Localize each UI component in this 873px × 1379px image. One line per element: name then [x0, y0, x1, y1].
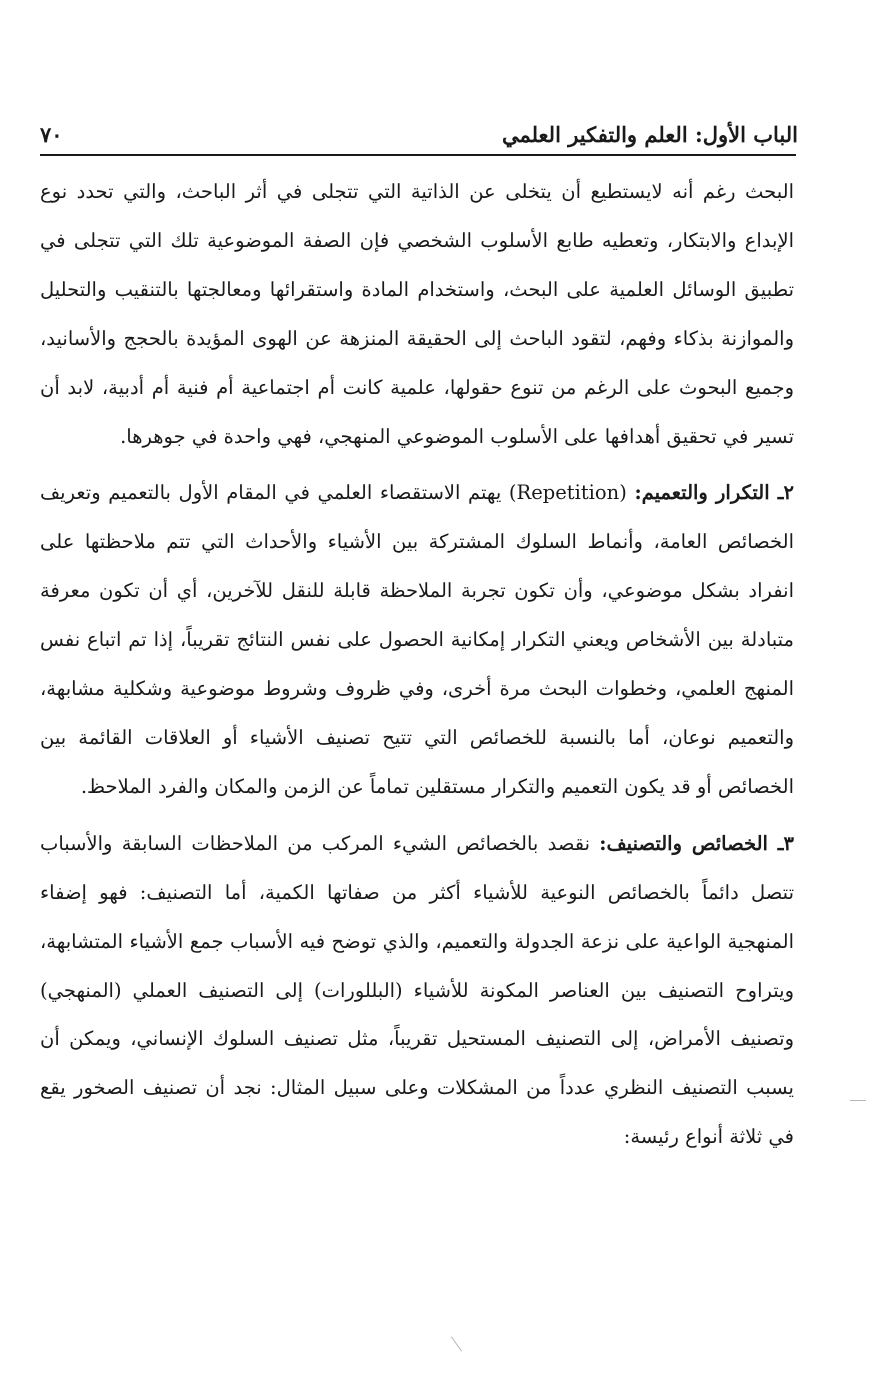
chapter-title: الباب الأول: العلم والتفكير العلمي [501, 122, 798, 147]
running-header [40, 118, 798, 158]
paragraph-objectivity [40, 168, 794, 461]
body-text [40, 168, 794, 1162]
paragraph-repetition [40, 469, 794, 811]
paragraph-heading: ٢ـ التكرار والتعميم: [634, 481, 794, 505]
scan-mark [451, 1336, 462, 1351]
paragraph-classification [40, 820, 794, 1162]
paragraph-text: نقصد بالخصائص الشيء المركب من الملاحظات السابقة والأسباب تتصل دائماً بالخصائص النوعية للأشياء أكثر من صفاتها الكمية، أما التصنيف: فهو إضفاء المنهجية الواعية على نزعة الجدولة والتعميم، والذي توضح فيه الأسباب جمع الأشياء المتشابهة، ويتراوح التصنيف بين العناصر المكونة للأشياء (البللورات) إلى التصنيف العملي (المنهجي) وتصنيف الأمراض، إلى التصنيف المستحيل تقريباً، مثل تصنيف السلوك الإنساني، ويمكن أن يسبب التصنيف النظري عدداً من المشكلات وعلى سبيل المثال: نجد أن تصنيف الصخور يقع في ثلاثة أنواع رئيسة: [40, 831, 794, 1149]
page-number: ٧٠ [40, 122, 63, 147]
paragraph-text: يهتم الاستقصاء العلمي في المقام الأول بالتعميم وتعريف الخصائص العامة، وأنماط السلوك المشتركة بين الأشياء والأحداث التي تتم ملاحظتها على انفراد بشكل موضوعي، وأن تكون تجربة الملاحظة قابلة للنقل للآخرين، أي أن تكون معرفة متبادلة بين الأشخاص ويعني التكرار إمكانية الحصول على نفس النتائج تقريباً، إذا تم اتباع نفس المنهج العلمي، وخطوات البحث مرة أخرى، وفي ظروف وشروط موضوعية وشكلية مشابهة، والتعميم نوعان، أما بالنسبة للخصائص التي تتيح تصنيف الأشياء أو العلاقات القائمة بين الخصائص أو قد يكون التعميم والتكرار مستقلين تماماً عن الزمن والمكان والفرد الملاحظ. [40, 481, 794, 798]
english-term: (Repetition) [508, 481, 627, 505]
paragraph-heading: ٣ـ الخصائص والتصنيف: [599, 831, 794, 855]
header-rule [40, 154, 796, 156]
scan-mark [850, 1100, 866, 1101]
paragraph-text: البحث رغم أنه لايستطيع أن يتخلى عن الذاتية التي تتجلى في أثر الباحث، والتي تحدد نوع الإبداع والابتكار، وتعطيه طابع الأسلوب الشخصي فإن الصفة الموضوعية تلك التي تتجلى في تطبيق الوسائل العلمية على البحث، واستخدام المادة واستقرائها ومعالجتها بالتنقيب والتحليل والموازنة بذكاء وفهم، لتقود الباحث إلى الحقيقة المنزهة عن الهوى المؤيدة بالحجج والأسانيد، وجميع البحوث على الرغم من تنوع حقولها، علمية كانت أم اجتماعية أم فنية أم أدبية، لابد أن تسير في تحقيق أهدافها على الأسلوب الموضوعي المنهجي، فهي واحدة في جوهرها. [40, 180, 794, 448]
